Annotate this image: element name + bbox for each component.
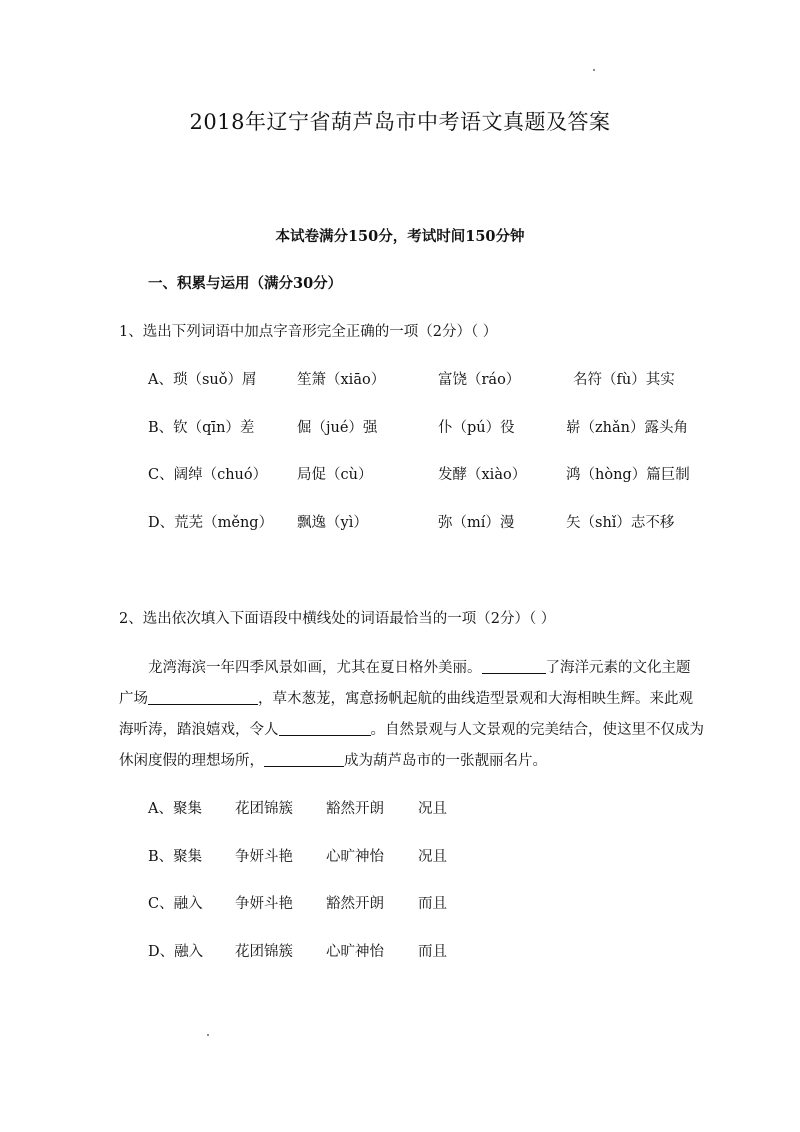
passage-text: 。自然景观与人文景观的完美结合，使这里不仅成为 xyxy=(370,722,704,738)
passage-line-4 xyxy=(119,749,547,770)
fill-blank-1 xyxy=(482,659,546,674)
q2-option-b-3: 心旷神怡 xyxy=(326,849,384,865)
q2-option-c-2: 争妍斗艳 xyxy=(235,896,293,912)
q1-option-d-4: 矢（shǐ）志不移 xyxy=(566,515,675,531)
passage-line-3 xyxy=(119,718,704,739)
section-heading: 一、积累与运用（满分30分） xyxy=(148,275,343,292)
passage-text: 龙湾海滨一年四季风景如画，尤其在夏日格外美丽。 xyxy=(148,660,482,676)
q2-option-b-2: 争妍斗艳 xyxy=(235,849,293,865)
q1-option-b-2: 倔（jué）强 xyxy=(297,420,378,436)
q1-option-a-2: 笙箫（xiāo） xyxy=(297,372,386,388)
passage-text: ，草木葱茏，寓意扬帆起航的曲线造型景观和大海相映生辉。来此观 xyxy=(258,691,693,707)
passage-text: 休闲度假的理想场所， xyxy=(119,753,264,769)
q1-option-d-2: 飘逸（yì） xyxy=(297,515,368,531)
q1-option-a-4: 名符（fù）其实 xyxy=(573,372,675,388)
q1-option-b-1: B、钦（qīn）差 xyxy=(148,420,255,436)
q1-option-d-3: 弥（mí）漫 xyxy=(438,515,515,531)
q1-option-c-1: C、阔绰（chuó） xyxy=(148,467,268,483)
fill-blank-3 xyxy=(279,721,371,736)
passage-text: 海听涛，踏浪嬉戏，令人 xyxy=(119,722,279,738)
q2-option-d-1: D、融入 xyxy=(148,944,204,960)
fill-blank-4 xyxy=(264,752,344,767)
q2-option-d-3: 心旷神怡 xyxy=(326,944,384,960)
corner-dot-bottom xyxy=(207,1034,209,1036)
q1-option-a-3: 富饶（ráo） xyxy=(438,372,521,388)
q1-option-c-2: 局促（cù） xyxy=(297,467,373,483)
passage-line-1 xyxy=(148,656,691,677)
q2-option-c-3: 豁然开朗 xyxy=(326,896,384,912)
q2-option-d-4: 而且 xyxy=(418,944,447,960)
q1-option-c-3: 发酵（xiào） xyxy=(438,467,527,483)
passage-line-2 xyxy=(119,687,693,708)
q2-option-c-4: 而且 xyxy=(418,896,447,912)
passage-text: 了海洋元素的文化主题 xyxy=(545,660,691,676)
q2-option-a-3: 豁然开朗 xyxy=(326,801,384,817)
question-2-stem: 2、选出依次填入下面语段中横线处的词语最恰当的一项（2分）（ ） xyxy=(119,611,556,627)
fill-blank-2 xyxy=(148,690,258,705)
exam-note: 本试卷满分150分，考试时间150分钟 xyxy=(275,228,525,245)
q1-option-b-3: 仆（pú）役 xyxy=(438,420,515,436)
q1-option-b-4: 崭（zhǎn）露头角 xyxy=(566,420,688,436)
q2-option-d-2: 花团锦簇 xyxy=(235,944,293,960)
passage-text: 广场 xyxy=(119,691,148,707)
q1-option-a-1: A、琐（suǒ）屑 xyxy=(148,372,257,388)
q1-option-c-4: 鸿（hòng）篇巨制 xyxy=(566,467,690,483)
q2-option-b-1: B、聚集 xyxy=(148,849,203,865)
q1-option-d-1: D、荒芜（měng） xyxy=(148,515,274,531)
passage-text: 成为葫芦岛市的一张靓丽名片。 xyxy=(344,753,547,769)
page-title: 2018年辽宁省葫芦岛市中考语文真题及答案 xyxy=(189,110,611,134)
question-1-stem: 1、选出下列词语中加点字音形完全正确的一项（2分）（ ） xyxy=(119,324,498,340)
q2-option-a-4: 况且 xyxy=(418,801,447,817)
q2-option-a-1: A、聚集 xyxy=(148,801,202,817)
corner-dot-top xyxy=(593,69,595,71)
q2-option-c-1: C、融入 xyxy=(148,896,203,912)
q2-option-b-4: 况且 xyxy=(418,849,447,865)
q2-option-a-2: 花团锦簇 xyxy=(235,801,293,817)
